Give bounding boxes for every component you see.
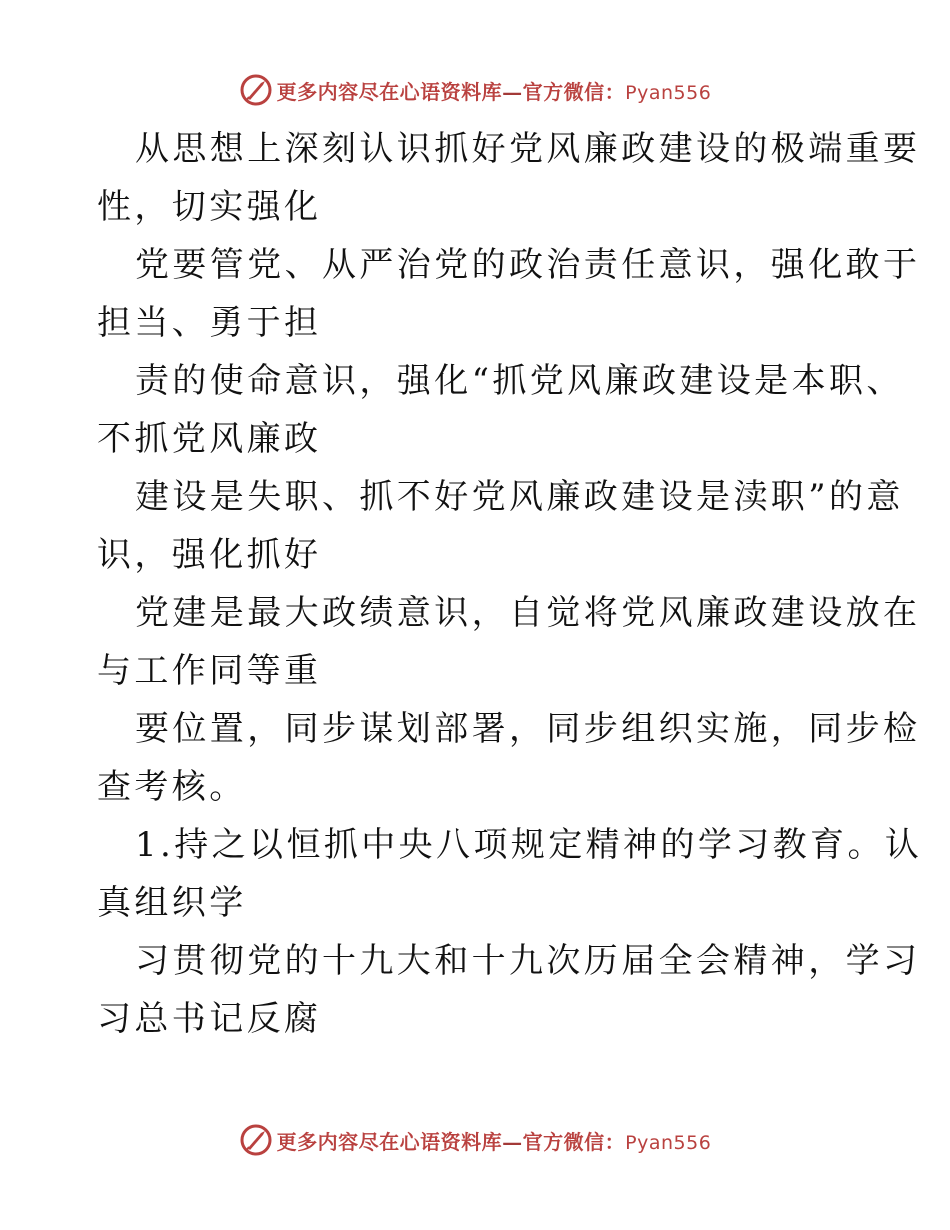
document-body [97,120,923,1048]
body-line: 查考核。 [97,767,247,807]
watermark-wechat-id: Pyan556 [625,81,712,104]
body-line: 党要管党、从严治党的政治责任意识，强化敢于 [135,245,921,285]
watermark-dash: — [502,79,523,104]
watermark-site-name: 更多内容尽在心语资料库 [276,79,503,104]
quill-pen-circle-icon [239,1123,273,1157]
watermark-wechat-label: 官方微信： [522,79,626,104]
body-line: 1.持之以恒抓中央八项规定精神的学习教育。认 [135,825,923,865]
body-line: 性，切实强化 [97,187,322,227]
header-watermark [0,72,950,108]
footer-watermark [0,1122,950,1158]
body-line: 习贯彻党的十九大和十九次历届全会精神，学习 [135,941,921,981]
quill-pen-circle-icon [239,73,273,107]
body-line: 与工作同等重 [97,651,322,691]
body-line: 党建是最大政绩意识，自觉将党风廉政建设放在 [135,593,921,633]
body-line: 担当、勇于担 [97,303,322,343]
watermark-text [277,1126,712,1155]
body-line: 习总书记反腐 [97,999,322,1039]
watermark-wechat-label: 官方微信： [522,1129,626,1154]
watermark-text [277,76,712,105]
body-line: 建设是失职、抓不好党风廉政建设是渎职”的意 [135,477,904,517]
watermark-site-name: 更多内容尽在心语资料库 [276,1129,503,1154]
body-line: 真组织学 [97,883,247,923]
body-line: 不抓党风廉政 [97,419,322,459]
body-line: 识，强化抓好 [97,535,322,575]
watermark-wechat-id: Pyan556 [625,1131,712,1154]
watermark-dash: — [502,1129,523,1154]
body-line: 从思想上深刻认识抓好党风廉政建设的极端重要 [135,129,921,169]
body-line: 责的使命意识，强化“抓党风廉政建设是本职、 [135,361,904,401]
body-line: 要位置，同步谋划部署，同步组织实施，同步检 [135,709,921,749]
